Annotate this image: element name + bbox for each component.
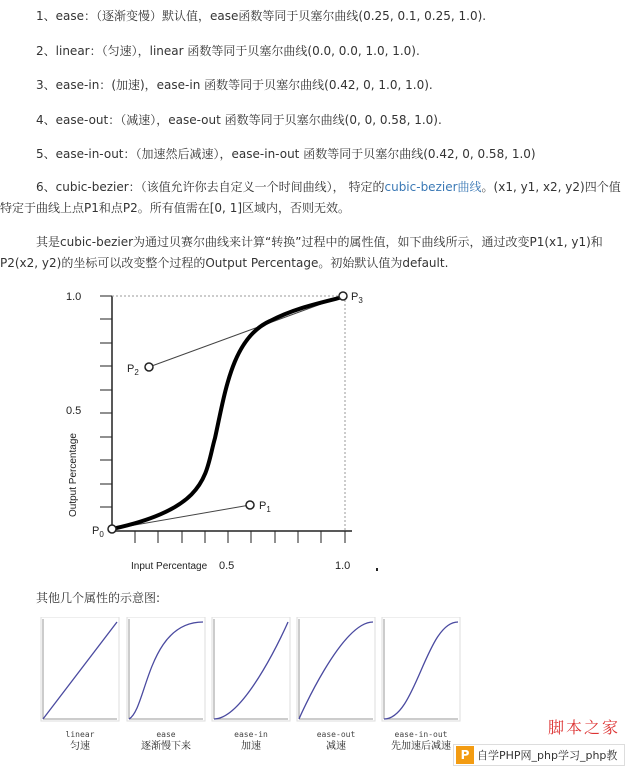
mini-curve-ease-in xyxy=(212,617,290,721)
y-label-1: 1.0 xyxy=(66,291,82,303)
mini-curves xyxy=(0,617,625,729)
list-item-ease-in-out: 5、ease-in-out：（加速然后减速），ease-in-out 函数等同于贝塞尔曲线(0.42, 0, 0.58, 1.0) xyxy=(36,147,536,161)
point-p1 xyxy=(246,501,254,509)
others-heading: 其他几个属性的示意图: xyxy=(36,591,161,605)
mini-caption-ease xyxy=(126,729,206,753)
explanation-paragraph: 其是cubic-bezier为通过贝赛尔曲线来计算“转换”过程中的属性值，如下曲线所示，通过改变P1(x1, y1)和P2(x2, y2)的坐标可以改变整个过程的Output Percentage。初始默认值为default. xyxy=(0,235,603,270)
mini-curve-linear xyxy=(41,617,119,721)
label-p1: $P_1$ xyxy=(259,500,271,514)
mini-label-ease-in-out: 先加速后减速 xyxy=(391,741,451,752)
php-logo-icon: P xyxy=(456,746,474,764)
mini-label-ease-in: 加速 xyxy=(241,741,261,752)
point-p2 xyxy=(145,363,153,371)
mini-curve-ease xyxy=(127,617,205,721)
label-p3: $P_3$ xyxy=(351,291,363,305)
list-item-ease-out: 4、ease-out：（减速），ease-out 函数等同于贝塞尔曲线(0, 0, 0.58, 1.0). xyxy=(36,113,442,127)
mini-label-ease-out: 减速 xyxy=(326,741,346,752)
mini-code-ease-out: ease-out xyxy=(316,730,356,739)
x-label-05: 0.5 xyxy=(219,560,235,572)
p2-p3-handle xyxy=(149,296,343,367)
php-banner[interactable] xyxy=(453,744,625,766)
php-banner-text: 自学PHP网_php学习_php教 xyxy=(477,749,618,762)
mini-code-ease-in-out: ease-in-out xyxy=(394,730,448,739)
mini-caption-ease-in-out xyxy=(381,729,461,753)
x-ticks xyxy=(135,531,345,543)
x-label-1: 1.0 xyxy=(335,560,351,572)
bezier-diagram xyxy=(0,283,625,603)
y-ticks xyxy=(100,296,112,507)
mini-label-ease: 逐渐慢下来 xyxy=(141,741,191,752)
point-p3 xyxy=(339,292,347,300)
mini-caption-linear xyxy=(40,729,120,753)
list-item-ease-in: 3、ease-in：(加速)，ease-in 函数等同于贝塞尔曲线(0.42, 0, 1.0, 1.0). xyxy=(36,78,433,92)
mini-label-linear: 匀速 xyxy=(70,741,90,752)
label-p2: $P_2$ xyxy=(127,363,139,377)
mini-caption-ease-out xyxy=(296,729,376,753)
mini-caption-ease-in xyxy=(211,729,291,753)
label-p0: $P_0$ xyxy=(92,525,104,539)
list-item-ease: 1、ease：（逐渐变慢）默认值，ease函数等同于贝塞尔曲线(0.25, 0.1, 0.25, 1.0). xyxy=(36,9,487,23)
list-item-linear: 2、linear：（匀速），linear 函数等同于贝塞尔曲线(0.0, 0.0, 1.0, 1.0). xyxy=(36,44,420,58)
x-axis-title: Input Percentage xyxy=(131,561,208,572)
stray-dot xyxy=(376,568,378,571)
cubic-bezier-link[interactable]: cubic-bezier曲线 xyxy=(384,180,482,194)
point-p0 xyxy=(108,525,116,533)
list-item-cubic-bezier: 6、cubic-bezier：（该值允许你去自定义一个时间曲线）， 特定的cubic-bezier曲线。(x1, y1, x2, y2)四个值特定于曲线上点P1和点P2。所有值需在[0, 1]区域内，否则无效。 xyxy=(0,180,621,215)
mini-code-ease-in: ease-in xyxy=(234,730,268,739)
mini-curve-ease-in-out xyxy=(382,617,460,721)
mini-code-ease: ease xyxy=(156,730,176,739)
bezier-curve xyxy=(112,297,343,529)
y-label-05: 0.5 xyxy=(66,405,82,417)
site-watermark: 脚本之家 xyxy=(548,718,621,737)
mini-curve-ease-out xyxy=(297,617,375,721)
y-axis-title: Output Percentage xyxy=(68,433,79,517)
mini-code-linear: linear xyxy=(65,730,95,739)
